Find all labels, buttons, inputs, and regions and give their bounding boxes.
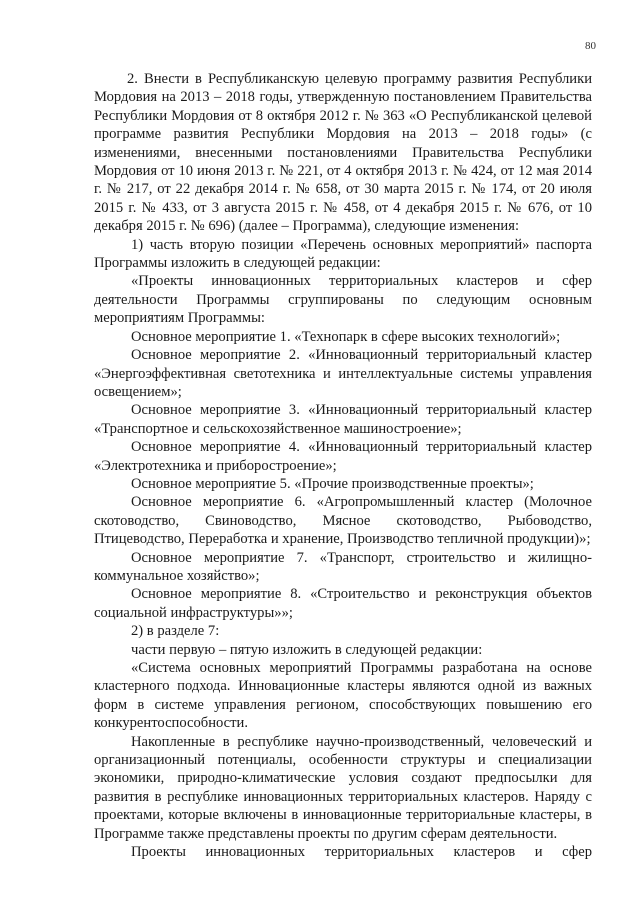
paragraph-item-1: 1) часть вторую позиции «Перечень основных мероприятий» паспорта Программы изложить в следующей редакции: [94, 236, 592, 272]
paragraph-amendment-intro: 2. Внести в Республиканскую целевую программу развития Республики Мордовия на 2013 – 2018 годы, утвержденную постановлением Правительства Республики Мордовия от 8 октября 2012 г. № 363 «О Республиканской целевой программе развития Республики Мордовия на 2013 – 2018 годы» (с изменениями, внесенными постановлениями Правительства Республики Мордовия от 10 июня 2013 г. № 221, от 4 октября 2013 г. № 424, от 12 мая 2014 г. № 217, от 22 декабря 2014 г. № 658, от 30 марта 2015 г. № 174, от 20 июля 2015 г. № 433, от 3 августа 2015 г. № 458, от 4 декабря 2015 г. № 676, от 10 декабря 2015 г. № 696) (далее – Программа), следующие изменения: [94, 71, 592, 235]
paragraph-accumulated-potential: Накопленные в республике научно-производственный, человеческий и организационный потенциалы, особенности структуры и специализации экономики, природно-климатические условия создают предпосылки для развития в республике инновационных территориальных кластеров. Наряду с проектами, которые включены в инновационные территориальные кластеры, в Программе также представлены проекты по другим сферам деятельности. [94, 733, 592, 842]
page-number: 80 [585, 40, 596, 52]
paragraph-item-2: 2) в разделе 7: [131, 623, 220, 640]
paragraph-measure-2: Основное мероприятие 2. «Инновационный территориальный кластер «Энергоэффективная светотехника и интеллектуальные системы управления освещением»; [94, 347, 592, 400]
paragraph-measure-3: Основное мероприятие 3. «Инновационный территориальный кластер «Транспортное и сельскохозяйственное машиностроение»; [94, 402, 592, 437]
paragraph-system-measures: «Система основных мероприятий Программы разработана на основе кластерного подхода. Инновационные кластеры являются одной из важных форм в системе управления регионом, способствующих повышению его конкурентоспособности. [94, 660, 592, 732]
paragraph-measure-6: Основное мероприятие 6. «Агропромышленный кластер (Молочное скотоводство, Свиноводство, Мясное скотоводство, Рыбоводство, Птицеводство, Переработка и хранение, Производство тепличной продукции)»; [94, 494, 592, 548]
paragraph-measure-4: Основное мероприятие 4. «Инновационный территориальный кластер «Электротехника и приборостроение»; [94, 439, 592, 474]
paragraph-measure-7: Основное мероприятие 7. «Транспорт, строительство и жилищно-коммунальное хозяйство»; [94, 549, 592, 584]
paragraph-measure-8: Основное мероприятие 8. «Строительство и реконструкция объектов социальной инфраструктуры»»; [94, 586, 592, 621]
paragraph-cluster-projects: Проекты инновационных территориальных кластеров и сфер [131, 844, 592, 861]
paragraph-parts-one-five: части первую – пятую изложить в следующей редакции: [131, 641, 483, 658]
paragraph-measure-1: Основное мероприятие 1. «Технопарк в сфере высоких технологий»; [131, 328, 561, 345]
paragraph-measure-5: Основное мероприятие 5. «Прочие производственные проекты»; [131, 475, 534, 492]
paragraph-quote-projects: «Проекты инновационных территориальных кластеров и сфер деятельности Программы сгруппированы по следующим основным мероприятиям Программы: [94, 273, 592, 327]
